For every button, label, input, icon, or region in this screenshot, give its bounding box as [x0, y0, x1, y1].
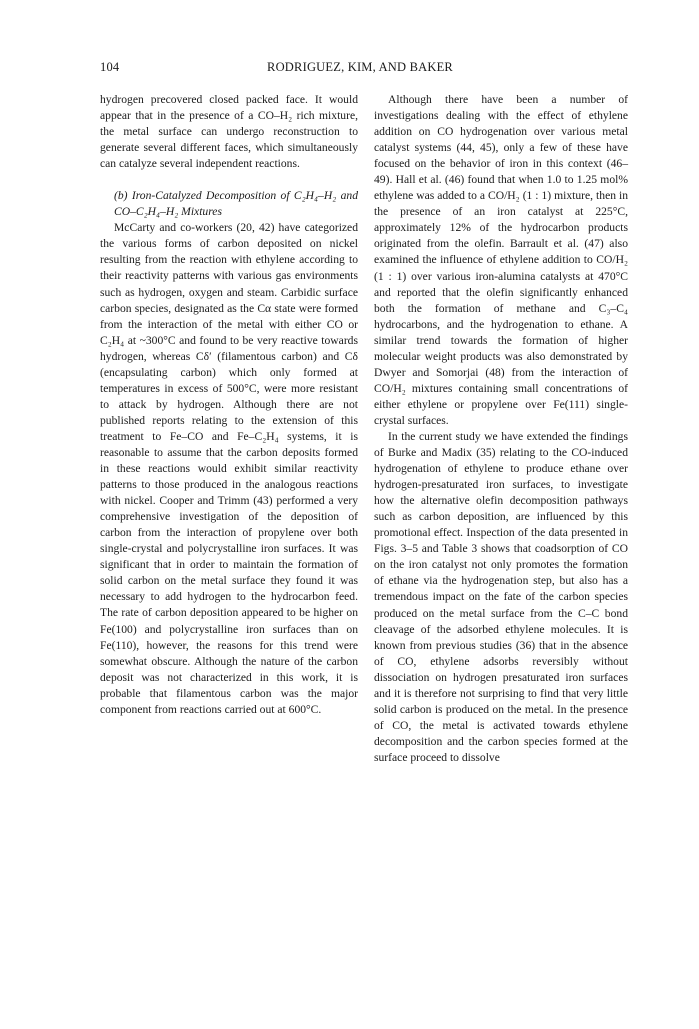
- left-paragraph-2: McCarty and co-workers (20, 42) have categorized the various forms of carbon deposited on nickel resulting from the reaction with ethylene according to their reactivity patterns with various gas environments such as hydrogen, oxygen and steam. Carbidic surface carbon species, designated as the Cα state were formed from the interaction of the metal with either CO or C₂H₄ at ~300°C and found to be very reactive towards hydrogen, whereas Cδ′ (filamentous carbon) and Cδ (encapsulating carbon) which only formed at temperatures in excess of 500°C, were more resistant to attack by hydrogen. Although there are not published reports relating to the extension of this treatment to Fe–CO and Fe–C₂H₄ systems, it is reasonable to assume that the carbon deposits formed in these reactions would exhibit similar reactivity patterns to those produced in the analogous reactions with nickel. Cooper and Trimm (43) performed a very comprehensive investigation of the deposition of carbon from the interaction of propylene over both single-crystal and polycrystalline iron surfaces. It was significant that in order to maintain the formation of solid carbon on the metal surface they found it was necessary to add hydrogen to the hydrocarbon feed. The rate of carbon deposition appeared to be higher on Fe(100) and polycrystalline iron surfaces than on Fe(110), however, the reasons for this trend were somewhat obscure. Although the nature of the carbon deposit was not characterized in this work, it is probable that filamentous carbon was the major component from reactions carried out at 600°C.: [100, 221, 358, 716]
- right-paragraph-1: Although there have been a number of investigations dealing with the effect of ethylene addition on CO hydrogenation over various metal catalyst systems (44, 45), only a few of these have focused on the behavior of iron in this context (46–49). Hall et al. (46) found that when 1.0 to 1.25 mol% ethylene was added to a CO/H₂ (1 : 1) mixture, then in the presence of an iron catalyst at 225°C, approximately 12% of the hydrocarbon products originated from the olefin. Barrault et al. (47) also examined the influence of ethylene addition to CO/H₂ (1 : 1) over various iron-alumina catalysts at 470°C and reported that the olefin significantly enhanced both the formation of methane and C₃–C₄ hydrocarbons, and the hydrogenation to ethane. A similar trend towards the formation of higher molecular weight products was also demonstrated by Dwyer and Somorjai (48) from the interaction of CO/H₂ mixtures containing small concentrations of either ethylene or propylene over Fe(111) single-crystal surfaces.: [374, 93, 628, 427]
- section-heading: (b) Iron-Catalyzed Decomposition of C₂H₄–H₂ and CO–C₂H₄–H₂ Mixtures: [114, 189, 358, 219]
- page-number: 104: [100, 60, 120, 74]
- right-paragraph-2: In the current study we have extended the findings of Burke and Madix (35) relating to the CO-induced hydrogenation of ethylene to produce ethane over hydrogen-presaturated iron surfaces, to investigate how the alternative olefin decomposition pathways such as carbon deposition, are influenced by this promotional effect. Inspection of the data presented in Figs. 3–5 and Table 3 shows that coadsorption of CO on the iron catalyst not only promotes the formation of ethane via the hydrogenation step, but also has a tremendous impact on the fate of the carbon species produced on the metal surface from the C–C bond cleavage of the adsorbed ethylene molecules. It is known from previous studies (36) that in the absence of CO, ethylene adsorbs reversibly without dissociation on hydrogen presaturated iron surfaces and it is therefore not surprising to find that very little solid carbon is produced on the metal. In the presence of CO, the metal is activated towards ethylene decomposition and the carbon species formed at the surface proceed to dissolve: [374, 429, 628, 764]
- page-header: [100, 60, 620, 80]
- left-paragraph-1: hydrogen precovered closed packed face. It would appear that in the presence of a CO–H₂ rich mixture, the metal surface can undergo reconstruction to generate several different faces, which simultaneously can catalyze several independent reactions.: [100, 93, 358, 171]
- right-column: [374, 92, 628, 766]
- left-column: [100, 92, 358, 718]
- running-title: RODRIGUEZ, KIM, AND BAKER: [267, 60, 453, 74]
